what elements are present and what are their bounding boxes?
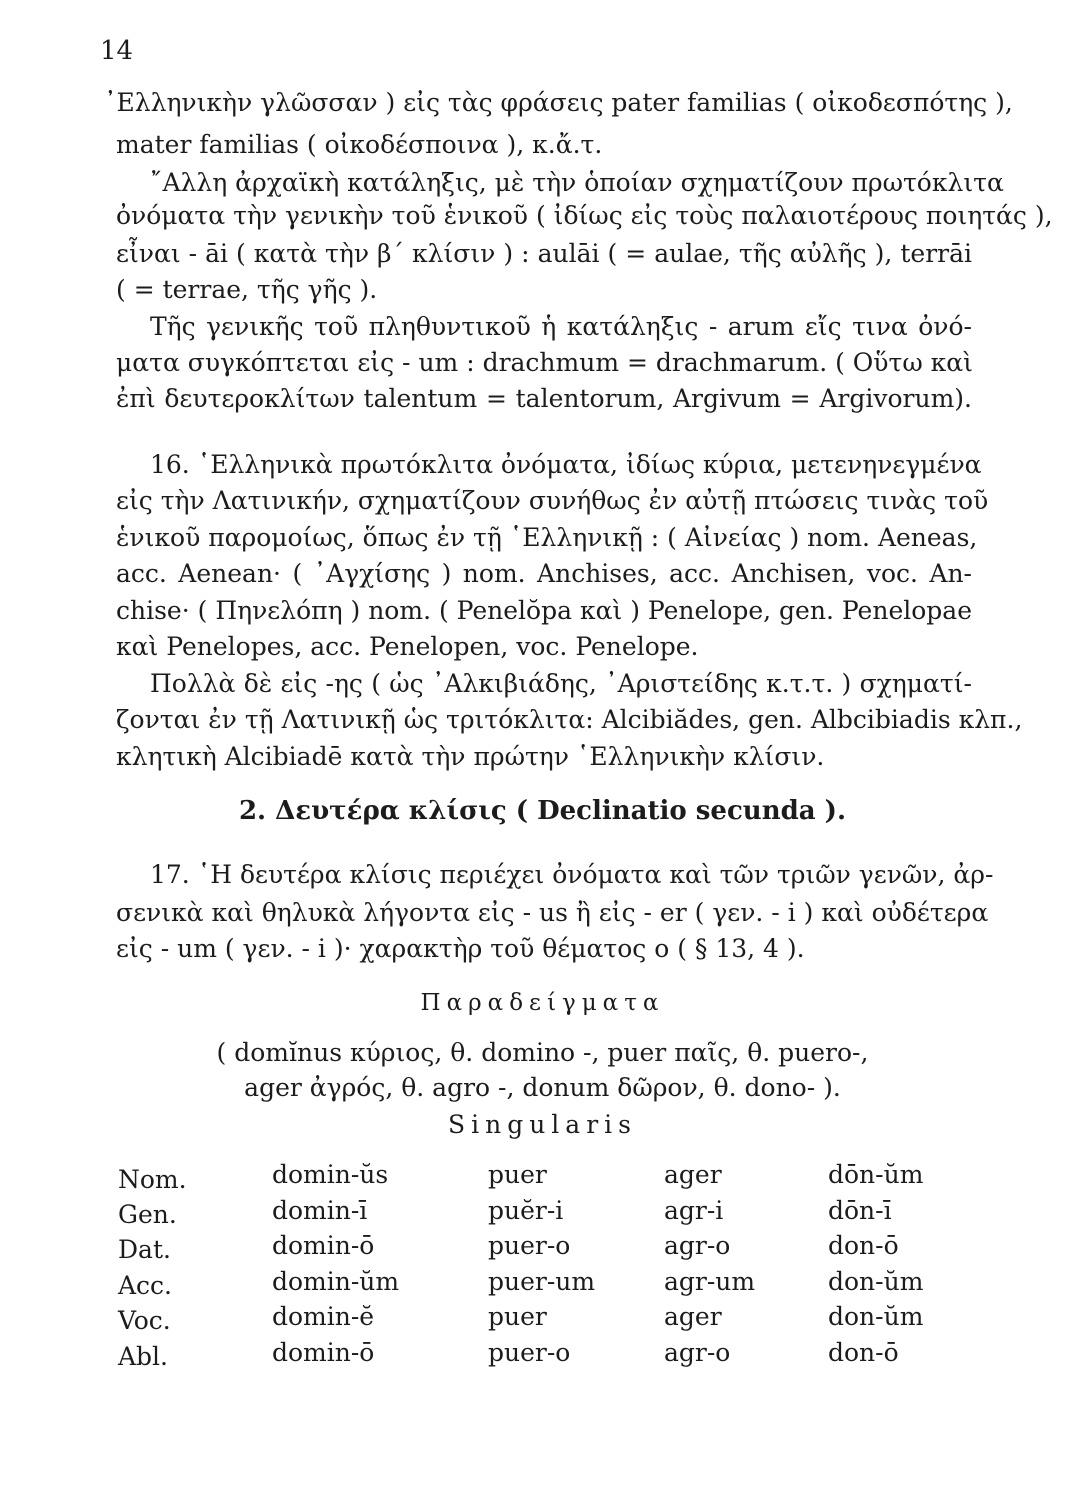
text-line: ῎Αλλη ἀρχαϊκὴ κατάληξις, μὲ τὴν ὁποίαν σχηματίζουν πρωτόκλιτα [150,168,1004,197]
text-line: ζονται ἐν τῇ Λατινικῇ ὡς τριτόκλιτα: Alcibiădes, gen. Albcibiadis κλπ., [116,705,1023,734]
table-cell: agr-um [664,1267,756,1296]
table-cell: don-ŭm [828,1302,924,1331]
table-cell: domin-ī [272,1196,368,1225]
case-label: Nom. [118,1165,187,1194]
page-number: 14 [100,36,134,66]
text-line: σενικὰ καὶ θηλυκὰ λήγοντα εἰς - us ἢ εἰς - er ( γεν. - i ) καὶ οὐδέτερα [116,898,989,927]
table-cell: puer-um [488,1267,596,1296]
text-line: εἰς - um ( γεν. - i )· χαρακτὴρ τοῦ θέματος o ( § 13, 4 ). [116,934,805,963]
table-cell: puer-o [488,1338,571,1367]
table-cell: domin-ĕ [272,1302,375,1331]
paragraph-17-first-line: 17. ῾Η δευτέρα κλίσις περιέχει ὀνόματα καὶ τῶν τριῶν γενῶν, ἀρ- [150,860,994,889]
table-cell: domin-ō [272,1338,375,1367]
text-line: ᾿Ελληνικὴν γλῶσσαν ) εἰς τὰς φράσεις pater familias ( οἰκοδεσπότης ), [104,88,1013,117]
table-cell: puer [488,1160,547,1189]
text-line: mater familias ( οἰκοδέσποινα ), κ.ἄ.τ. [116,130,603,159]
text-line: acc. Aenean· ( ᾿Αγχίσης ) nom. Anchises, acc. Anchisen, voc. An- [116,559,972,588]
table-cell: ager [664,1160,722,1189]
singularis-heading: Singularis [447,1110,637,1139]
examples-heading: Παραδείγματα [420,990,665,1016]
text-line: Τῆς γενικῆς τοῦ πληθυντικοῦ ἡ κατάληξις - arum εἴς τινα ὀνό- [150,312,972,341]
examples-line: ( domĭnus κύριος, θ. domino -, puer παῖς, θ. puero-, [216,1038,869,1067]
table-cell: agr-i [664,1196,724,1225]
examples-line: ager ἀγρός, θ. agro -, donum δῶρον, θ. dono- ). [244,1073,841,1102]
table-cell: don-ŭm [828,1267,924,1296]
text-line: καὶ Penelopes, acc. Penelopen, voc. Penelope. [116,632,699,661]
case-label: Abl. [118,1342,168,1371]
table-cell: domin-ō [272,1231,375,1260]
table-cell: agr-o [664,1338,731,1367]
text-line: κλητικὴ Alcibiadē κατὰ τὴν πρώτην ῾Ελληνικὴν κλίσιν. [116,742,825,771]
text-line: εἶναι - āi ( κατὰ τὴν β΄ κλίσιν ) : aulāi ( = aulae, τῆς αὐλῆς ), terrāi [116,239,972,268]
table-cell: dōn-ī [828,1196,892,1225]
table-cell: puer-o [488,1231,571,1260]
table-cell: domin-ŭm [272,1267,400,1296]
text-line: εἰς τὴν Λατινικήν, σχηματίζουν συνήθως ἐν αὐτῇ πτώσεις τινὰς τοῦ [116,486,989,515]
table-cell: don-ō [828,1338,899,1367]
text-line: ( = terrae, τῆς γῆς ). [116,275,378,304]
table-cell: ager [664,1302,722,1331]
case-label: Voc. [118,1306,171,1335]
case-label: Gen. [118,1200,177,1229]
paragraph-16-first-line: 16. ῾Ελληνικὰ πρωτόκλιτα ὀνόματα, ἰδίως κύρια, μετενηνεγμένα [150,450,982,479]
text-line: ματα συγκόπτεται εἰς - um : drachmum = drachmarum. ( Οὕτω καὶ [116,348,973,377]
table-cell: puĕr-i [488,1196,564,1225]
table-cell: puer [488,1302,547,1331]
case-label: Acc. [118,1271,173,1300]
text-line: chise· ( Πηνελόπη ) nom. ( Penelŏpa καὶ ) Penelope, gen. Penelopae [116,596,972,625]
text-line: ὀνόματα τὴν γενικὴν τοῦ ἑνικοῦ ( ἰδίως εἰς τοὺς παλαιοτέρους ποιητάς ), [116,201,1053,230]
text-line: Πολλὰ δὲ εἰς -ης ( ὡς ᾿Αλκιβιάδης, ᾿Αριστείδης κ.τ.τ. ) σχηματί- [150,669,972,698]
text-line: ἑνικοῦ παρομοίως, ὅπως ἐν τῇ ῾Ελληνικῇ : ( Αἰνείας ) nom. Aeneas, [116,523,978,552]
text-line: ἐπὶ δευτεροκλίτων talentum = talentorum, Argivum = Argivorum). [116,384,972,413]
section-heading: 2. Δευτέρα κλίσις ( Declinatio secunda ). [238,796,847,826]
table-cell: domin-ŭs [272,1160,389,1189]
table-cell: dōn-ŭm [828,1160,924,1189]
table-cell: don-ō [828,1231,899,1260]
case-label: Dat. [118,1235,171,1264]
table-cell: agr-o [664,1231,731,1260]
